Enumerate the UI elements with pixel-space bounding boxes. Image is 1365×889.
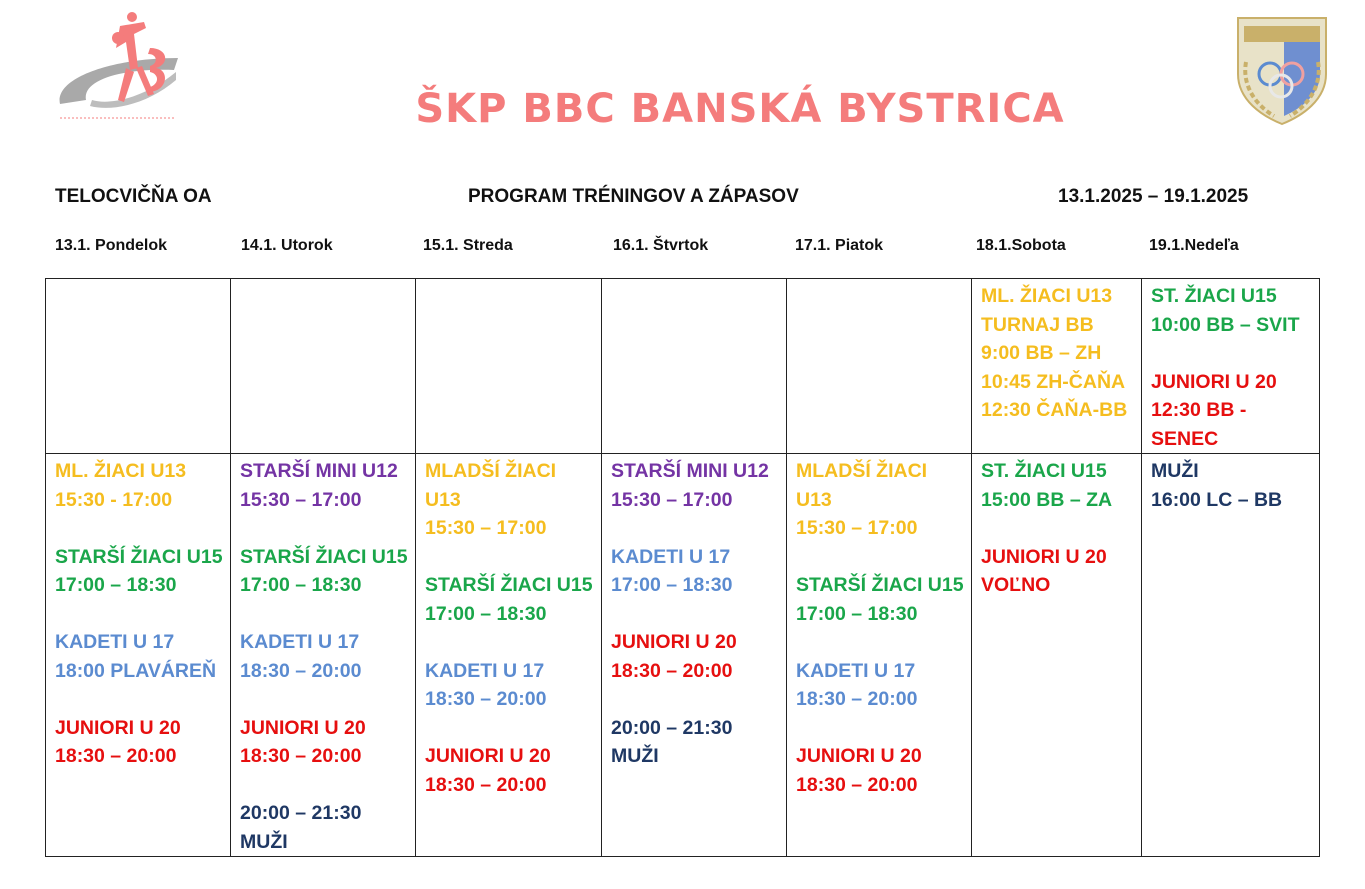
training-time: 18:30 – 20:00 [611, 659, 733, 682]
training-time: 17:00 – 18:30 [611, 574, 733, 596]
club-logo-left [52, 8, 182, 126]
sat-tournament-title: TURNAJ BB [981, 313, 1094, 336]
sun-time-2a: 12:30 BB - [1151, 399, 1247, 421]
training-time: 15:30 – 17:00 [425, 517, 547, 539]
cell-friday-row1 [787, 279, 972, 454]
training-time: 15:30 – 17:00 [796, 517, 918, 539]
training-time: 18:30 – 20:00 [425, 688, 547, 710]
schedule-row-afternoon [46, 454, 1320, 857]
day-header-thursday: 16.1. Štvrtok [613, 237, 709, 254]
training-team: JUNIORI U 20 [425, 745, 551, 767]
cell-sunday-row1 [1142, 279, 1320, 454]
day-header-monday: 13.1. Pondelok [55, 237, 168, 254]
day-header-friday: 17.1. Piatok [795, 237, 884, 254]
training-team: JUNIORI U 20 [55, 716, 181, 739]
cell-wednesday-row2 [416, 454, 602, 857]
match-time: 16:00 LC – BB [1151, 488, 1283, 511]
training-team: STARŠÍ ŽIACI U15 [425, 574, 593, 596]
training-team: STARŠÍ MINI U12 [240, 460, 398, 482]
training-team: JUNIORI U 20 [611, 631, 737, 653]
cell-monday-row2 [46, 454, 231, 857]
training-team: STARŠÍ MINI U12 [611, 460, 769, 482]
cell-saturday-row2 [972, 454, 1142, 857]
training-team: MUŽI [240, 830, 288, 853]
day-header-saturday: 18.1.Sobota [976, 237, 1066, 254]
match-time: 15:00 BB – ZA [981, 488, 1113, 511]
cell-monday-row1 [46, 279, 231, 454]
cell-thursday-row2 [602, 454, 787, 857]
venue-label: TELOCVIČŇA OA [55, 186, 212, 207]
training-time: 18:30 – 20:00 [240, 659, 362, 682]
training-team: KADETI U 17 [796, 659, 916, 682]
schedule-table [45, 278, 1320, 857]
training-team: KADETI U 17 [240, 631, 360, 653]
training-time: 18:30 – 20:00 [425, 773, 547, 796]
program-label: PROGRAM TRÉNINGOV A ZÁPASOV [468, 186, 799, 207]
training-time: 17:00 – 18:30 [55, 574, 177, 596]
training-team-cont: U13 [425, 488, 461, 511]
training-team: KADETI U 17 [611, 545, 731, 568]
schedule-row-morning [46, 279, 1320, 454]
training-team: STARŠÍ ŽIACI U15 [240, 545, 408, 568]
match-team: JUNIORI U 20 [981, 545, 1107, 568]
training-team: MLADŠÍ ŽIACI [796, 460, 928, 482]
page-title: ŠKP BBC BANSKÁ BYSTRICA [415, 86, 1065, 132]
match-team: MUŽI [1151, 460, 1199, 482]
training-team: STARŠÍ ŽIACI U15 [796, 574, 964, 596]
training-time: 18:00 PLAVÁREŇ [55, 659, 217, 682]
sat-tournament-team: ML. ŽIACI U13 [981, 285, 1113, 307]
sat-match-2: 10:45 ZH-ČAŇA [981, 370, 1126, 393]
match-team: ST. ŽIACI U15 [981, 460, 1107, 482]
training-time: 15:30 – 17:00 [240, 488, 362, 511]
date-range: 13.1.2025 – 19.1.2025 [1058, 186, 1249, 207]
cell-sunday-row2 [1142, 454, 1320, 857]
training-team: MUŽI [611, 745, 659, 767]
training-team-cont: U13 [796, 488, 832, 511]
day-header-sunday: 19.1.Nedeľa [1149, 237, 1239, 254]
sat-match-1: 9:00 BB – ZH [981, 342, 1102, 364]
training-team: ML. ŽIACI U13 [55, 460, 187, 482]
cell-friday-row2 [787, 454, 972, 857]
sun-time-2b: SENEC [1151, 427, 1219, 450]
day-header-wednesday: 15.1. Streda [423, 237, 513, 254]
training-team: JUNIORI U 20 [796, 745, 922, 767]
training-time: 18:30 – 20:00 [796, 688, 918, 710]
training-team: KADETI U 17 [425, 659, 545, 682]
cell-thursday-row1 [602, 279, 787, 454]
sun-team-2: JUNIORI U 20 [1151, 370, 1277, 393]
cell-tuesday-row1 [231, 279, 416, 454]
sat-match-3: 12:30 ČAŇA-BB [981, 399, 1128, 421]
sun-team-1: ST. ŽIACI U15 [1151, 285, 1277, 307]
match-status: VOĽNO [981, 574, 1051, 596]
training-time: 15:30 - 17:00 [55, 488, 173, 511]
training-team: KADETI U 17 [55, 631, 175, 653]
day-header-tuesday: 14.1. Utorok [241, 237, 333, 254]
training-team: STARŠÍ ŽIACI U15 [55, 545, 223, 568]
training-time: 18:30 – 20:00 [796, 773, 918, 796]
training-time: 18:30 – 20:00 [240, 745, 362, 767]
cell-tuesday-row2 [231, 454, 416, 857]
sun-time-1: 10:00 BB – SVIT [1151, 313, 1300, 336]
training-time: 18:30 – 20:00 [55, 745, 177, 767]
training-team: JUNIORI U 20 [240, 716, 366, 739]
training-time: 20:00 – 21:30 [611, 716, 733, 739]
training-time: 15:30 – 17:00 [611, 488, 733, 511]
cell-wednesday-row1 [416, 279, 602, 454]
training-time: 17:00 – 18:30 [796, 602, 918, 625]
training-time: 17:00 – 18:30 [240, 574, 362, 596]
training-time: 17:00 – 18:30 [425, 602, 547, 625]
club-emblem-right [1232, 12, 1332, 126]
cell-saturday-row1 [972, 279, 1142, 454]
training-time: 20:00 – 21:30 [240, 802, 362, 824]
training-team: MLADŠÍ ŽIACI [425, 460, 557, 482]
